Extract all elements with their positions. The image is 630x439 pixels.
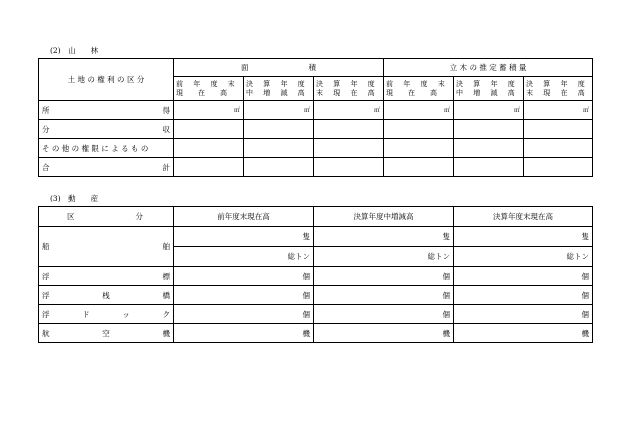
data-cell[interactable] bbox=[454, 139, 524, 158]
unit-label: 機 bbox=[454, 324, 593, 343]
data-cell[interactable] bbox=[314, 139, 384, 158]
row-label: 浮 ド ッ ク bbox=[39, 305, 174, 324]
unit-label: 個 bbox=[454, 305, 593, 324]
row-label: 浮 桟 橋 bbox=[39, 286, 174, 305]
unit-label: 隻 bbox=[174, 227, 314, 247]
row-label: 分 収 bbox=[39, 120, 174, 139]
col-prev: 前年度末現在高 bbox=[174, 207, 314, 227]
data-cell[interactable] bbox=[384, 158, 454, 177]
data-cell[interactable] bbox=[174, 139, 244, 158]
col-volume-change: 決 算 年 度 中 増 減 高 bbox=[454, 77, 524, 101]
row-label: 合 計 bbox=[39, 158, 174, 177]
unit-label: 個 bbox=[314, 267, 454, 286]
data-cell[interactable] bbox=[174, 158, 244, 177]
sanrin-table bbox=[38, 58, 593, 177]
unit-label: ㎡ bbox=[314, 101, 384, 120]
col-change: 決算年度中増減高 bbox=[314, 207, 454, 227]
table-row bbox=[39, 227, 593, 247]
table-row bbox=[39, 286, 593, 305]
table-row bbox=[39, 120, 593, 139]
unit-label: 機 bbox=[174, 324, 314, 343]
col-volume-curr: 決 算 年 度 末 現 在 高 bbox=[524, 77, 593, 101]
row-label: 所 得 bbox=[39, 101, 174, 120]
unit-label: ㎡ bbox=[454, 101, 524, 120]
unit-label: ㎡ bbox=[244, 101, 314, 120]
table-row bbox=[39, 139, 593, 158]
col-curr: 決算年度末現在高 bbox=[454, 207, 593, 227]
dousan-table bbox=[38, 206, 593, 343]
section-title-dousan: (3) 動 産 bbox=[50, 194, 99, 203]
col-volume-prev: 前 年 度 末 現 在 高 bbox=[384, 77, 454, 101]
data-cell[interactable] bbox=[244, 158, 314, 177]
data-cell[interactable] bbox=[524, 158, 593, 177]
table-row bbox=[39, 267, 593, 286]
data-cell[interactable] bbox=[384, 120, 454, 139]
table-row bbox=[39, 305, 593, 324]
data-cell[interactable] bbox=[454, 158, 524, 177]
section-title-sanrin: (2) 山 林 bbox=[50, 46, 99, 55]
unit-label: 総トン bbox=[174, 247, 314, 267]
unit-label: 総トン bbox=[314, 247, 454, 267]
data-cell[interactable] bbox=[384, 139, 454, 158]
unit-label: ㎡ bbox=[524, 101, 593, 120]
header-category: 土 地 の 権 利 の 区 分 bbox=[39, 59, 174, 101]
unit-label: ㎡ bbox=[384, 101, 454, 120]
data-cell[interactable] bbox=[314, 158, 384, 177]
header-category: 区 分 bbox=[39, 207, 174, 227]
col-area-curr: 決 算 年 度 末 現 在 高 bbox=[314, 77, 384, 101]
unit-label: 隻 bbox=[454, 227, 593, 247]
unit-label: 個 bbox=[174, 267, 314, 286]
row-label-ship: 船 舶 bbox=[39, 227, 174, 267]
data-cell[interactable] bbox=[524, 120, 593, 139]
unit-label: 個 bbox=[314, 305, 454, 324]
row-label: 浮 標 bbox=[39, 267, 174, 286]
unit-label: 個 bbox=[174, 305, 314, 324]
data-cell[interactable] bbox=[314, 120, 384, 139]
data-cell[interactable] bbox=[244, 139, 314, 158]
col-area-prev: 前 年 度 末 現 在 高 bbox=[174, 77, 244, 101]
col-area-change: 決 算 年 度 中 増 減 高 bbox=[244, 77, 314, 101]
data-cell[interactable] bbox=[524, 139, 593, 158]
row-label: そ の 他 の 権 限 に よ る も の bbox=[39, 139, 174, 158]
data-cell[interactable] bbox=[174, 120, 244, 139]
header-area: 面 積 bbox=[174, 59, 384, 77]
unit-label: 個 bbox=[454, 267, 593, 286]
row-label: 航 空 機 bbox=[39, 324, 174, 343]
header-volume: 立 木 の 推 定 蓄 積 量 bbox=[384, 59, 593, 77]
unit-label: 個 bbox=[174, 286, 314, 305]
unit-label: 総トン bbox=[454, 247, 593, 267]
data-cell[interactable] bbox=[244, 120, 314, 139]
table-row bbox=[39, 101, 593, 120]
unit-label: ㎡ bbox=[174, 101, 244, 120]
unit-label: 個 bbox=[314, 286, 454, 305]
table-row bbox=[39, 158, 593, 177]
unit-label: 個 bbox=[454, 286, 593, 305]
data-cell[interactable] bbox=[454, 120, 524, 139]
table-row bbox=[39, 324, 593, 343]
unit-label: 機 bbox=[314, 324, 454, 343]
unit-label: 隻 bbox=[314, 227, 454, 247]
